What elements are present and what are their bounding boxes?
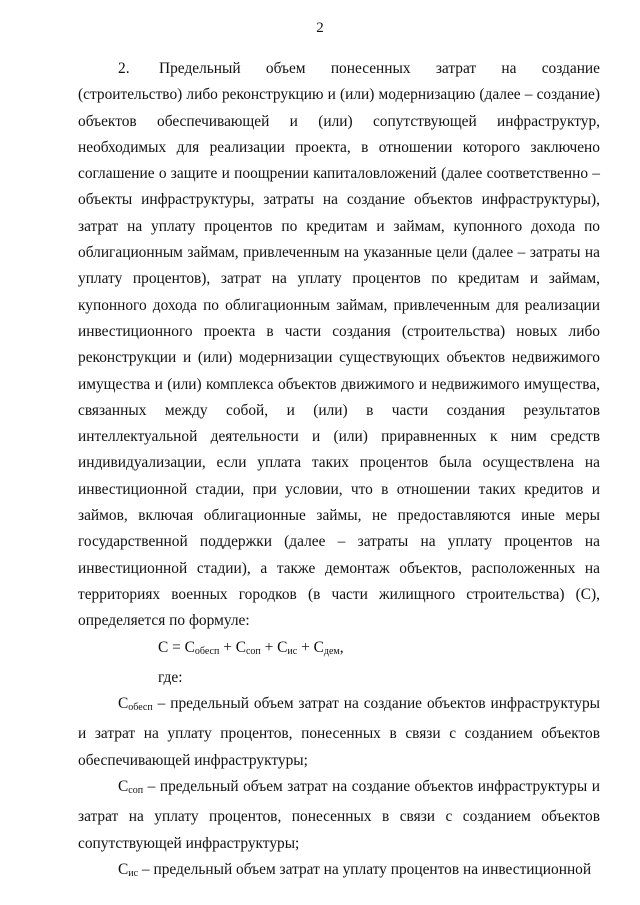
where-label: где:: [158, 668, 183, 686]
formula-sub-is: ис: [287, 645, 298, 657]
formula-sub-dem: дем: [323, 645, 340, 657]
paragraph-text: Предельный объем понесенных затрат на создание (строительство) либо реконструкцию и (или) модернизацию (далее – создание) объектов обеспечивающей и (или) сопутствующей инфраструктур, необходимых для реализации проекта, в отношении которого заключено соглашение о защите и поощрении капиталовложений (далее соответственно – объекты инфраструктуры, затраты на создание объектов инфраструктуры), затрат на уплату процентов по кредитам и займам, купонного дохода по облигационным займам, привлеченным на указанные цели (далее – затраты на уплату процентов), затрат на уплату процентов по кредитам и займам, купонного дохода по облигационным займам, привлеченным для реализации инвестиционного проекта в части создания (строительства) новых либо реконструкции и (или) модернизации существующих объектов недвижимого имущества и (или) комплекса объектов движимого и недвижимого имущества, связанных между собой, и (или) в части создания результатов интеллектуальной деятельности и (или) приравненных к ним средств индивидуализации, если уплата таких процентов была осуществлена на инвестиционной стадии, при условии, что в отношении таких кредитов и займов, включая облигационные займы, не предоставляются иные меры государственной поддержки (далее – затраты на уплату процентов на инвестиционной стадии), а также демонтаж объектов, расположенных на территориях военных городков (в части жилищного строительства) (С), определяется по формуле:: [78, 60, 600, 630]
definition-subscript: ис: [128, 867, 139, 879]
formula-sub-obesp: обесп: [194, 645, 220, 657]
paragraph-2: [78, 56, 600, 635]
page-number: 2: [316, 20, 324, 36]
paragraph-number: 2.: [118, 60, 130, 77]
definition-subscript: соп: [128, 785, 144, 797]
definition-is: [78, 857, 600, 887]
formula-term: + С: [297, 638, 324, 656]
definition-text: – предельный объем затрат на уплату процентов на инвестиционной: [138, 860, 592, 878]
formula-term: + С: [219, 638, 246, 656]
definition-symbol: С: [118, 860, 129, 878]
definition-sop: [78, 774, 600, 857]
formula: [78, 635, 600, 665]
formula-lhs: С = С: [158, 638, 195, 656]
document-body: [78, 56, 600, 887]
formula-sub-sop: соп: [245, 645, 261, 657]
formula-tail: ,: [339, 638, 344, 656]
definition-symbol: С: [118, 778, 129, 796]
definition-obesp: [78, 691, 600, 774]
definition-symbol: С: [118, 695, 129, 713]
formula-term: + С: [260, 638, 288, 656]
definition-subscript: обесп: [128, 702, 153, 714]
definition-text: – предельный объем затрат на создание объектов инфраструктуры и затрат на уплату процентов, понесенных в связи с созданием объектов обеспечивающей инфраструктуры;: [78, 695, 600, 769]
definition-text: – предельный объем затрат на создание объектов инфраструктуры и затрат на уплату процентов, понесенных в связи с созданием объектов сопутствующей инфраструктуры;: [78, 778, 600, 852]
